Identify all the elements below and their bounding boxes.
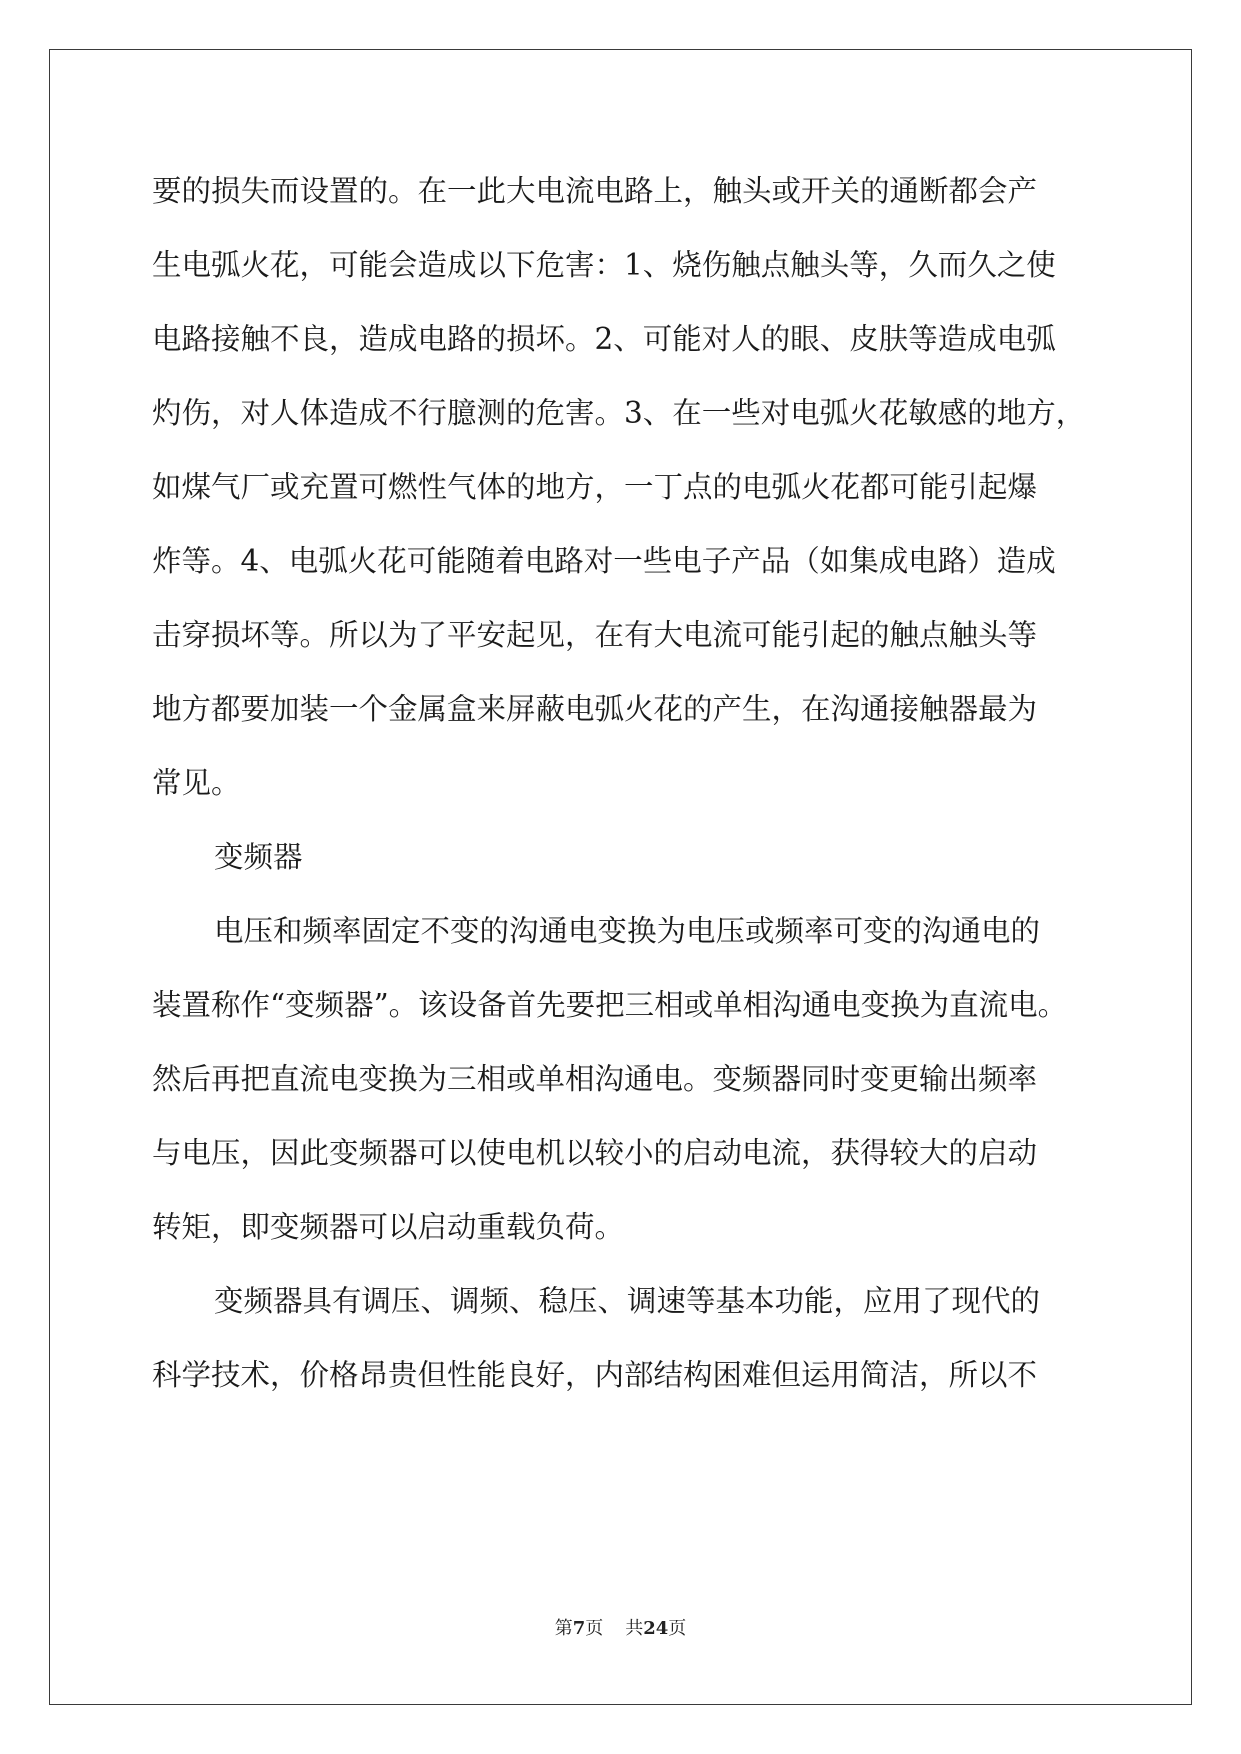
text-line: 变频器具有调压、调频、稳压、调速等基本功能，应用了现代的	[214, 1284, 1041, 1318]
text-line: 如煤气厂或充置可燃性气体的地方，一丁点的电弧火花都可能引起爆	[152, 470, 1038, 504]
text-line: 电压和频率固定不变的沟通电变换为电压或频率可变的沟通电的	[214, 914, 1041, 948]
document-body	[152, 154, 1087, 1412]
total-suffix: 页	[668, 1618, 687, 1639]
text-line: 击穿损坏等。所以为了平安起见，在有大电流可能引起的触点触头等	[152, 618, 1038, 652]
page-footer	[0, 1614, 1241, 1640]
text-line: 要的损失而设置的。在一此大电流电路上，触头或开关的通断都会产	[152, 174, 1038, 208]
page-suffix: 页	[585, 1618, 604, 1639]
text-line: 电路接触不良，造成电路的损坏。2、可能对人的眼、皮肤等造成电弧	[152, 322, 1056, 356]
page-number: 7	[572, 1618, 586, 1639]
text-line: 炸等。4、电弧火花可能随着电路对一些电子产品（如集成电路）造成	[152, 544, 1056, 578]
text-line: 与电压，因此变频器可以使电机以较小的启动电流，获得较大的启动	[152, 1136, 1038, 1170]
section-heading: 变频器	[214, 840, 303, 874]
total-prefix: 共	[625, 1618, 644, 1639]
text-line: 装置称作“变频器”。该设备首先要把三相或单相沟通电变换为直流电。	[152, 988, 1068, 1022]
text-line: 科学技术，价格昂贵但性能良好，内部结构困难但运用简洁，所以不	[152, 1358, 1038, 1392]
text-line: 转矩，即变频器可以启动重载负荷。	[152, 1210, 625, 1244]
text-line: 生电弧火花，可能会造成以下危害：1、烧伤触点触头等，久而久之使	[152, 248, 1056, 282]
page-prefix: 第	[554, 1618, 573, 1639]
text-line: 然后再把直流电变换为三相或单相沟通电。变频器同时变更输出频率	[152, 1062, 1038, 1096]
text-line: 灼伤，对人体造成不行臆测的危害。3、在一些对电弧火花敏感的地方，	[152, 396, 1086, 430]
text-line: 常见。	[152, 766, 241, 800]
text-line: 地方都要加装一个金属盒来屏蔽电弧火花的产生，在沟通接触器最为	[152, 692, 1038, 726]
total-pages: 24	[643, 1618, 669, 1639]
